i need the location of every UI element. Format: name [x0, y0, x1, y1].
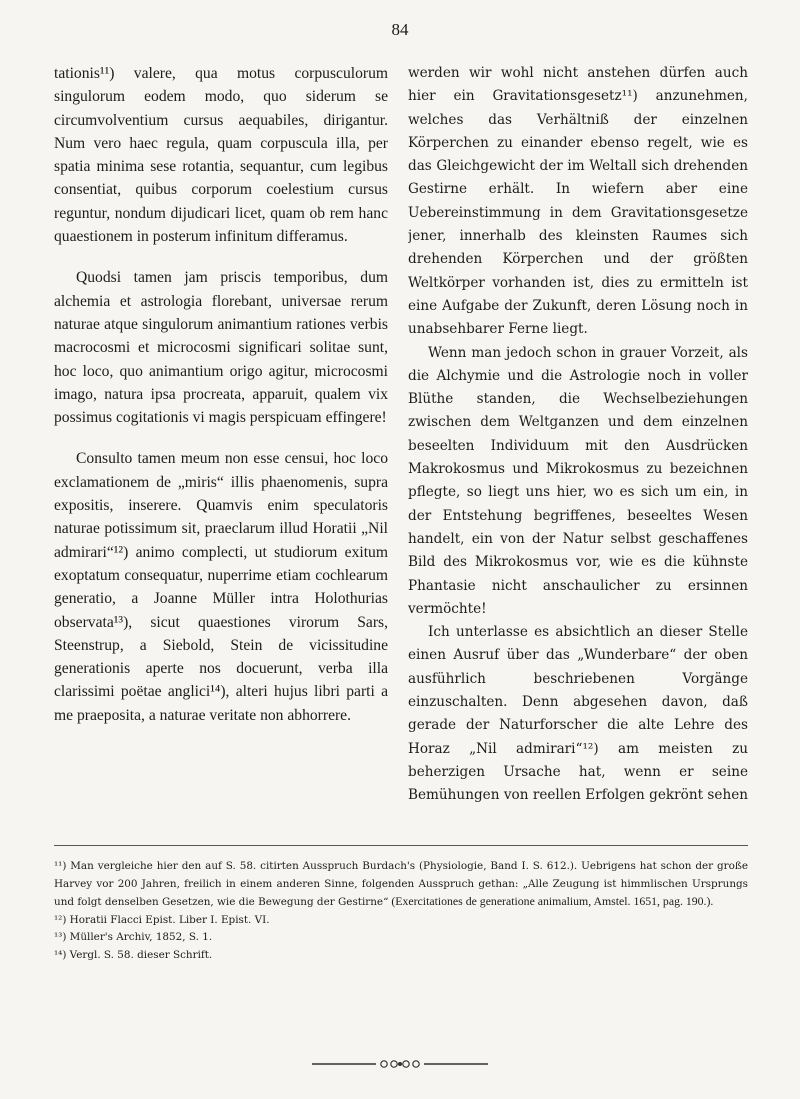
- footnote: ¹⁴) Vergl. S. 58. dieser Schrift.: [54, 948, 213, 961]
- page-number: 84: [391, 20, 409, 39]
- footnote-latin-citation: (Exercitationes de generatione animalium, Amstel. 1651, pag. 190.).: [388, 894, 714, 908]
- german-paragraph: Wenn man jedoch schon in grauer Vorzeit, als die Alchymie und die Astrologie noch in voller Blüthe standen, die Wechselbeziehungen zwischen dem Weltganzen und dem einzelnen beseelten Individuum mit den Ausdrücken Makrokosmus und Mikrokosmus zu bezeichnen pflegte, so liegt uns hier, wo es sich um ein, in der Entstehung begriffenes, beseeltes Wesen handelt, ein von der Natur selbst geschaffenes Bild des Mikrokosmus vor, wie es die kühnste Phantasie nicht anschaulicher zu ersinnen vermöchte!: [408, 344, 748, 617]
- german-paragraph: werden wir wohl nicht anstehen dürfen auch hier ein Gravitationsgesetz¹¹) anzunehmen, welches das Verhältniß der einzelnen Körperchen zu einander ebenso regelt, wie es das Gleichgewicht der im Weltall sich drehenden Gestirne erhält. In wiefern aber eine Uebereinstimmung in dem Gravitationsgesetze jener, innerhalb des kleinsten Raumes sich drehenden Körperchen und der größten Weltkörper vorhanden ist, dies zu ermitteln ist eine Aufgabe der Zukunft, deren Lösung noch in unabsehbarer Ferne liegt.: [408, 65, 748, 338]
- footnotes: [54, 858, 748, 964]
- latin-column: [54, 62, 388, 802]
- footnote: ¹²) Horatii Flacci Epist. Liber I. Epist. VI.: [54, 913, 270, 926]
- footnote-divider: [54, 845, 748, 846]
- footnote: ¹³) Müller's Archiv, 1852, S. 1.: [54, 931, 213, 943]
- footnote: [54, 858, 748, 912]
- german-paragraph: Ich unterlasse es absichtlich an dieser Stelle einen Ausruf über das „Wunderbare“ der oben ausführlich beschriebenen Vorgänge einzuschalten. Denn abgesehen davon, daß gerade der Naturforscher die alte Lehre des Horaz „Nil admirari“¹²) am meisten zu beherzigen Ursache hat, wenn er seine Bemühungen von reellen Erfolgen gekrönt sehen: [408, 624, 748, 802]
- end-ornament: [312, 1058, 488, 1070]
- latin-paragraph: Quodsi tamen jam priscis temporibus, dum alchemia et astrologia florebant, universae rerum naturae atque singulorum animantium rationes verbis macrocosmi et microcosmi significari solitae sunt, hoc loco, quo animantium origo agitur, microcosmi imago, natura ipsa procreata, apparuit, qualem vix possimus cogitationis vi magis perspicuam effingere!: [54, 269, 388, 427]
- latin-paragraph: Consulto tamen meum non esse censui, hoc loco exclamationem de „miris“ illis phaenomenis, supra expositis, inserere. Quamvis enim speculatoris naturae potissimum sit, praeclarum illud Horatii „Nil admirari“¹²) animo complecti, ut studiorum exitum exoptatum consequatur, nuperrime etiam cochlearum generatio, a Joanne Müller intra Holothurias observata¹³), sicut quaestiones virorum Sars, Steenstrup, a Siebold, Stein de vicissitudine generationis aperte nos docuerunt, verba illa clarissimi poëtae anglici¹⁴), alteri hujus libri parti a me praeposita, a naturae veritate non abhorrere.: [54, 450, 388, 724]
- footnote-text: ¹¹) Man vergleiche hier den auf S. 58. citirten Ausspruch Burdach's (Physiologie, Band I. S. 612.). Uebrigens hat schon der große Harvey vor 200 Jahren, freilich in einem anderen Sinne, folgenden Ausspruch gethan: „Alle Zeugung ist himmlischen Ursprungs und folgt denselben Gesetzen, wie die Bewegung der Gestirne“: [54, 860, 748, 908]
- german-column: [408, 62, 748, 802]
- latin-paragraph: tationis¹¹) valere, qua motus corpusculorum singulorum eodem modo, quo siderum se circumvolventium cursus aequabiles, dirigantur. Num vero haec regula, quam corpuscula illa, per spatia minima sese rotantia, sequantur, cum legibus consentiat, quibus corporum coelestium cursus reguntur, nondum dijudicari licet, quam ob rem hanc quaestionem in posterum infinitum differamus.: [54, 65, 388, 246]
